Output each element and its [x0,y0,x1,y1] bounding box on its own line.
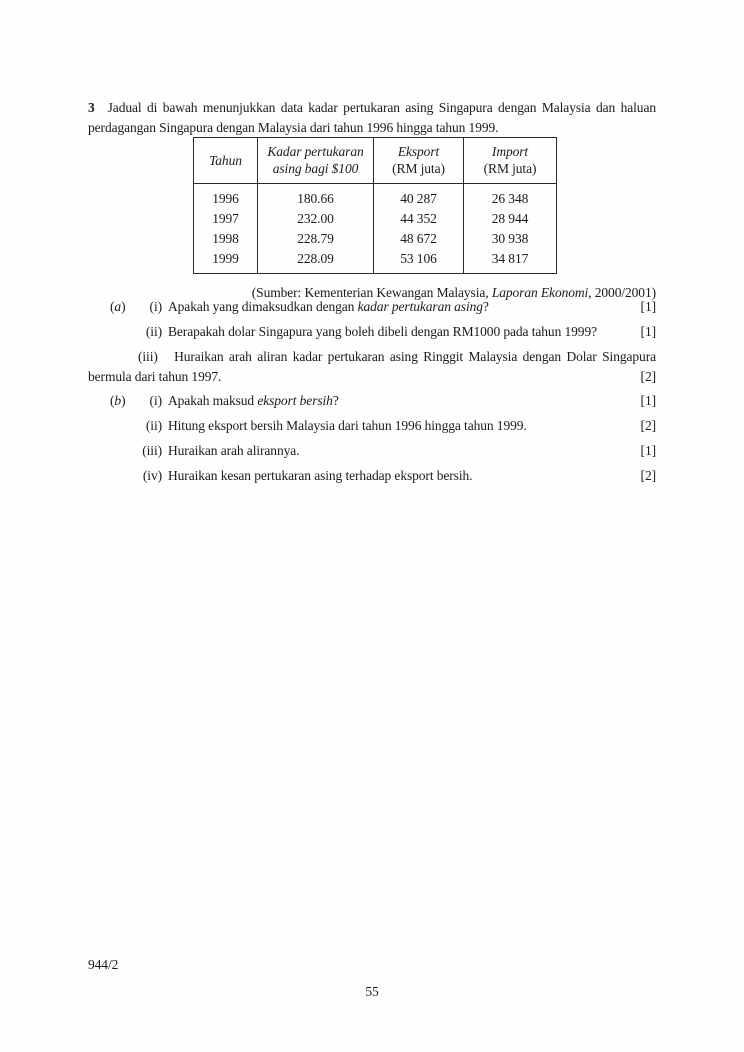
marks-badge: [1] [640,323,656,339]
column-header-unit: (RM juta) [483,161,537,176]
part-label: (b) [110,393,126,409]
question-numeral: (iv) [142,467,162,483]
question-numeral: (i) [149,393,162,409]
table-cell: 1996 [194,184,258,210]
question-numeral: (ii) [145,418,162,434]
question-numeral: (i) [149,299,162,314]
table-header-row [194,138,557,184]
table-cell: 40 287 [374,184,464,210]
column-header-unit: (RM juta) [392,161,445,176]
question-item [88,466,656,486]
marks-badge: [2] [640,467,656,483]
question-text [88,347,656,387]
table-cell: 180.66 [258,184,374,210]
table-cell: 232.00 [258,209,374,229]
column-header [194,138,258,184]
question-number: 3 [88,99,95,115]
question-text-segment: Apakah yang dimaksudkan dengan [168,299,358,314]
column-header-main: Import [491,144,529,159]
question-text [168,416,616,436]
table-cell: 34 817 [464,249,557,274]
part-letter: b [114,393,122,409]
question-text-segment: Huraikan arah alirannya. [168,442,300,458]
question-text-segment: ? [482,299,489,314]
source-suffix: , 2000/2001) [588,284,656,300]
question-text [168,322,616,342]
question-text-segment: Apakah maksud [168,393,258,409]
question-text [168,441,616,461]
question-numeral: (ii) [145,323,162,339]
question-item [88,322,656,342]
exchange-rate-table [193,137,557,274]
marks-badge: [1] [640,393,656,409]
column-header-main: Kadar pertukaran asing bagi $100 [267,144,364,176]
paper-code: 944/2 [88,957,119,972]
table-row [194,184,557,210]
marks-badge: [2] [640,368,656,384]
table-cell: 44 352 [374,209,464,229]
question-text-segment: ? [332,393,339,409]
marks-badge: [1] [640,299,656,314]
table-cell: 1999 [194,249,258,274]
question-text [168,466,616,486]
table-cell: 30 938 [464,229,557,249]
table-cell: 28 944 [464,209,557,229]
column-header [258,138,374,184]
source-prefix: (Sumber: Kementerian Kewangan Malaysia, [251,284,492,300]
marks-badge: [1] [640,442,656,458]
question-text [168,391,616,411]
table-cell: 228.09 [258,249,374,274]
table-row [194,249,557,274]
question-text-segment: Hitung eksport bersih Malaysia dari tahun 1996 hingga tahun 1999. [168,418,527,434]
source-title: Laporan Ekonomi [491,284,589,300]
table-cell: 228.79 [258,229,374,249]
table-head [194,138,557,184]
question-text-segment: Huraikan arah aliran kadar pertukaran asing Ringgit Malaysia dengan Dolar Singapura bermula dari tahun 1997. [88,348,656,384]
table-cell: 26 348 [464,184,557,210]
question-numeral: (iii) [138,348,175,364]
question-item [88,416,656,436]
column-header-main: Eksport [397,144,440,159]
question-item [88,391,656,411]
italic-term: kadar pertukaran asing [357,299,483,314]
question-item [88,441,656,461]
table-cell: 1998 [194,229,258,249]
italic-term: eksport bersih [257,393,333,409]
column-header [374,138,464,184]
table-cell: 1997 [194,209,258,229]
part-label: (a) [110,299,126,314]
table-cell: 48 672 [374,229,464,249]
page-number: 55 [365,984,379,999]
questions [88,297,656,491]
column-header [464,138,557,184]
column-header-main: Tahun [209,152,242,168]
question-numeral: (iii) [142,442,162,458]
marks-badge: [2] [640,418,656,434]
question-item [88,297,656,317]
question-intro [88,98,656,138]
table-row [194,229,557,249]
question-text-segment: Berapakah dolar Singapura yang boleh dibeli dengan RM1000 pada tahun 1999? [168,323,597,339]
intro-text: Jadual di bawah menunjukkan data kadar pertukaran asing Singapura dengan Malaysia dan haluan perdagangan Singapura dengan Malaysia dari tahun 1996 hingga tahun 1999. [88,99,656,135]
part-letter: a [114,299,122,314]
question-text [168,297,616,317]
table-body [194,184,557,274]
table-row [194,209,557,229]
table-cell: 53 106 [374,249,464,274]
question-text-segment: Huraikan kesan pertukaran asing terhadap eksport bersih. [168,467,473,483]
question-item [88,347,656,387]
